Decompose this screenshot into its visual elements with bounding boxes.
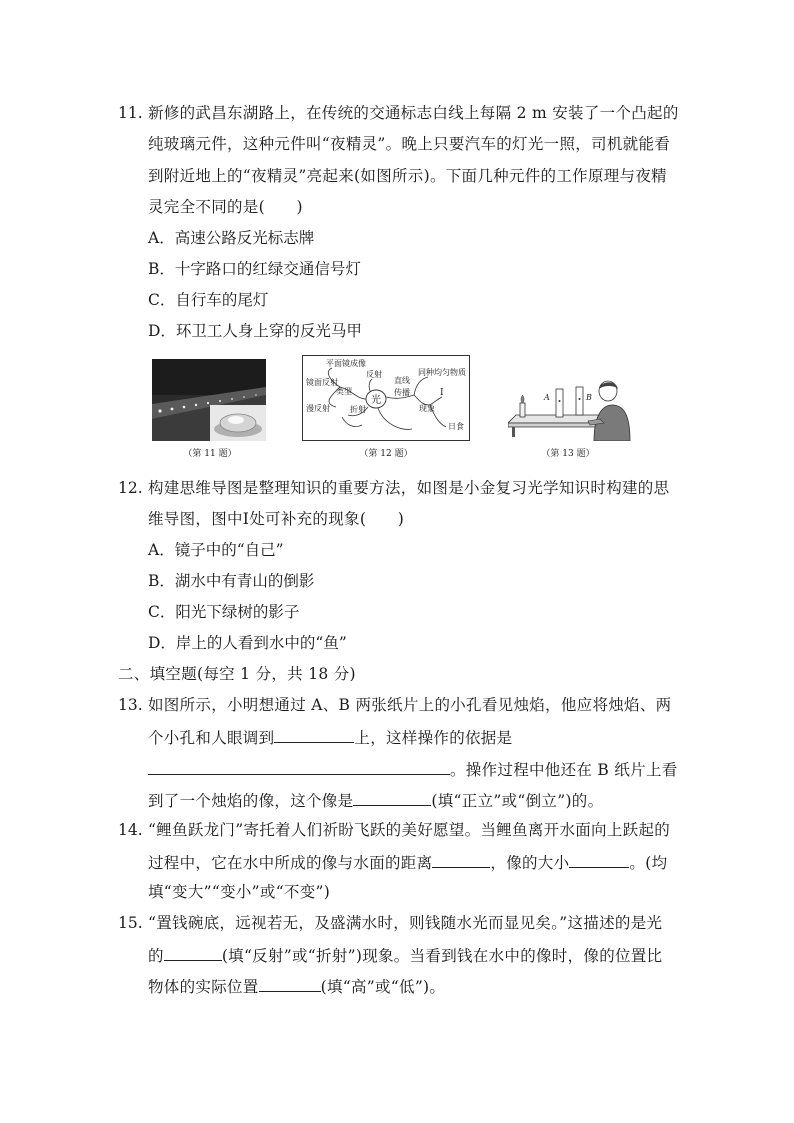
text-segment: 物体的实际位置	[148, 978, 259, 996]
figure-12-mindmap	[302, 355, 470, 441]
mm-roman: Ⅰ	[440, 388, 444, 398]
observer-person	[588, 381, 630, 441]
answer-blank[interactable]	[148, 758, 450, 775]
question-text: “鲤鱼跃龙门”寄托着人们祈盼飞跃的美好愿望。当鲤鱼离开水面向上跃起的	[148, 821, 671, 839]
answer-blank[interactable]	[569, 851, 629, 868]
text-segment: 上，这样操作的依据是	[354, 729, 513, 747]
question-text-line4	[148, 789, 603, 811]
mm-pingmian: 平面镜成像	[326, 359, 366, 368]
question-text-line3	[148, 758, 678, 780]
option-c: C．自行车的尾灯	[148, 291, 269, 309]
question-text: 到附近地上的“夜精灵”亮起来(如图所示)。下面几种元件的工作原理与夜精	[148, 167, 667, 185]
mm-rishi: 日食	[448, 422, 464, 431]
mm-xianxiang: 现象	[419, 404, 435, 413]
figure-12-caption: （第 12 题）	[359, 449, 413, 459]
answer-blank[interactable]	[259, 975, 321, 992]
candle	[520, 403, 525, 417]
text-segment: (填“正立”或“倒立”)的。	[431, 792, 604, 810]
text-segment: (填“反射”或“折射”)现象。当看到钱在水中的像时，像的位置比	[221, 947, 663, 965]
question-text: 填“变大”“变小”或“不变”)	[148, 883, 331, 901]
question-number: 13.	[118, 696, 143, 714]
option-c: C．阳光下绿树的影子	[148, 603, 300, 621]
text-segment: 到了一个烛焰的像，这个像是	[148, 792, 354, 810]
text-segment: 的	[148, 947, 164, 965]
card-a	[556, 389, 563, 417]
question-text: 新修的武昌东湖路上，在传统的交通标志白线上每隔 2 m 安装了一个凸起的	[148, 104, 679, 122]
candle-flame	[521, 395, 524, 403]
figure-11-photo	[152, 359, 266, 441]
road-night-image	[152, 359, 266, 441]
text-segment: 。操作过程中他还在 B 纸片上看	[450, 761, 678, 779]
answer-blank[interactable]	[353, 789, 431, 806]
question-number: 11.	[118, 104, 143, 122]
question-number: 15.	[118, 914, 143, 932]
question-text: 构建思维导图是整理知识的重要方法，如图是小金复习光学知识时构建的思	[148, 479, 670, 497]
question-text-line2	[148, 726, 512, 748]
label-a: A	[544, 393, 550, 402]
mm-fanshe: 反射	[366, 370, 382, 379]
mm-center: 光	[371, 395, 381, 406]
question-text: 维导图，图中Ⅰ处可补充的现象( )	[148, 510, 405, 528]
question-number: 14.	[118, 821, 143, 839]
text-segment: 个小孔和人眼调到	[148, 729, 275, 747]
question-number: 12.	[118, 479, 143, 497]
answer-blank[interactable]	[432, 851, 490, 868]
option-b: B．十字路口的红绿交通信号灯	[148, 260, 361, 278]
text-segment: 过程中，它在水中所成的像与水面的距离	[148, 854, 433, 872]
section-title: 二、填空题(每空 1 分，共 18 分)	[118, 665, 356, 683]
question-text: 如图所示，小明想通过 A、B 两张纸片上的小孔看见烛焰，他应将烛焰、两	[148, 696, 672, 714]
figure-13-pinhole	[508, 379, 633, 441]
text-segment: 。(均	[629, 854, 668, 872]
answer-blank[interactable]	[164, 944, 222, 961]
question-text: “置钱碗底，远视若无，及盛满水时，则钱随水光而显见矣。”这描述的是光	[148, 914, 663, 932]
mm-zheshe: 折射	[350, 405, 366, 414]
mm-manfanshe: 漫反射	[306, 404, 330, 413]
label-b: B	[586, 393, 592, 402]
mindmap-diagram	[302, 355, 470, 441]
option-d: D．岸上的人看到水中的“鱼”	[148, 634, 347, 652]
figure-13-caption: （第 13 题）	[541, 449, 595, 459]
pinhole-experiment-image	[508, 379, 633, 441]
mm-jingmian: 镜面反射	[306, 378, 338, 387]
figure-11-caption: （第 11 题）	[183, 449, 237, 459]
question-text-line3	[148, 975, 445, 997]
question-text-line2	[148, 944, 662, 966]
mm-zhixian: 直线	[394, 376, 410, 385]
question-text: 灵完全不同的是( )	[148, 198, 303, 216]
option-d: D．环卫工人身上穿的反光马甲	[148, 322, 362, 340]
text-segment: ，像的大小	[490, 854, 570, 872]
question-text: 纯玻璃元件，这种元件叫“夜精灵”。晚上只要汽车的灯光一照，司机就能看	[148, 135, 671, 153]
option-b: B．湖水中有青山的倒影	[148, 572, 315, 590]
answer-blank[interactable]	[274, 726, 354, 743]
text-segment: (填“高”或“低”)。	[320, 978, 446, 996]
mm-leixing: 类型	[336, 387, 352, 396]
mm-chuanbo: 传播	[394, 388, 410, 397]
option-a: A．镜子中的“自己”	[148, 541, 284, 559]
mm-tongzhong: 同种均匀物质	[418, 368, 466, 377]
card-b	[576, 387, 583, 415]
option-a: A．高速公路反光标志牌	[148, 229, 315, 247]
question-text-line2	[148, 851, 667, 873]
